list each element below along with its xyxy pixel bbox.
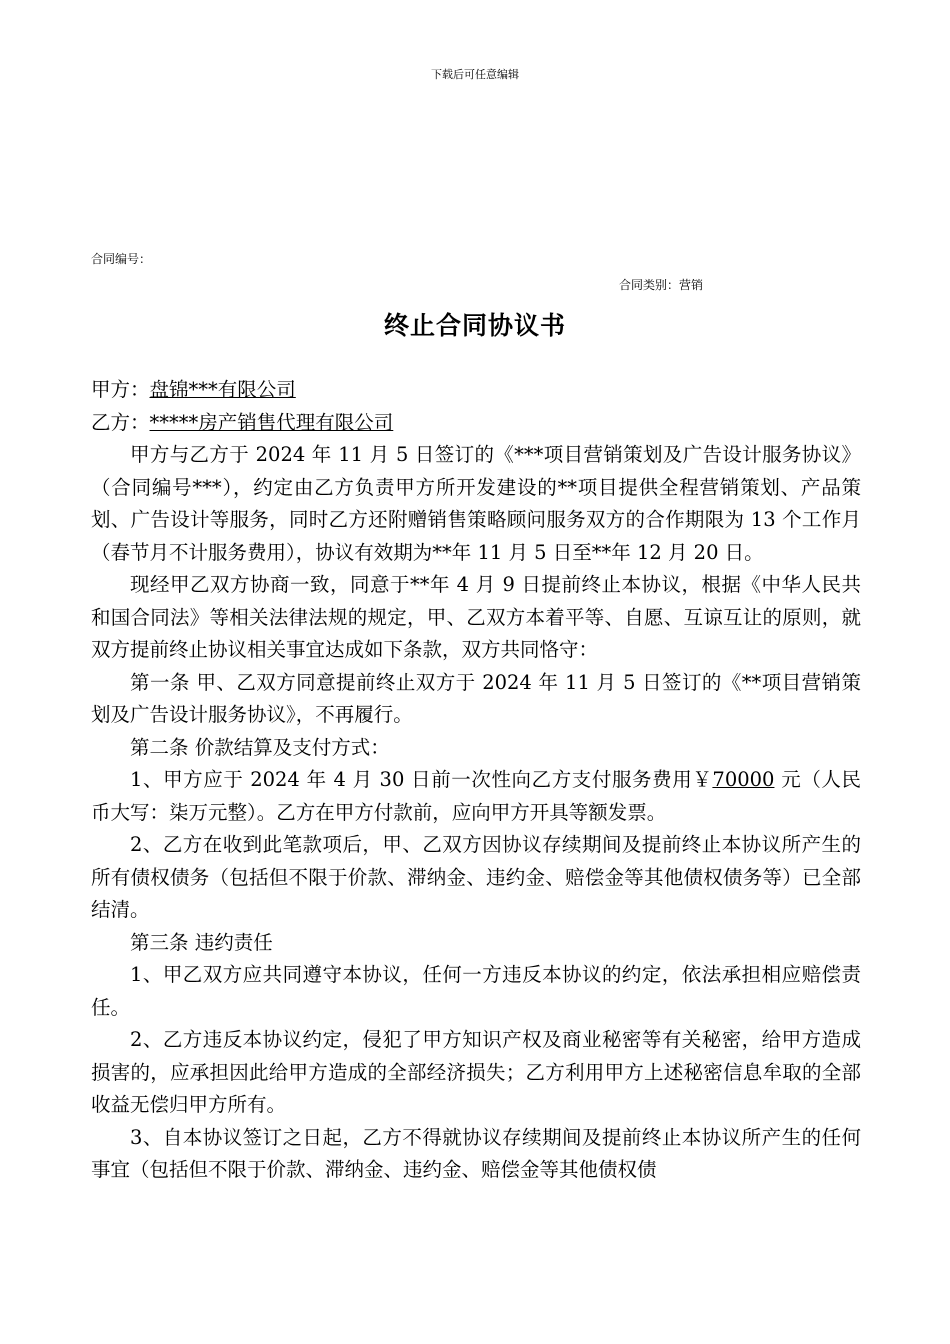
article-three-clause-3: 3、自本协议签订之日起，乙方不得就协议存续期间及提前终止本协议所产生的任何事宜（包括但不限于价款、滞纳金、违约金、赔偿金等其他债权债 — [91, 1125, 861, 1181]
paragraph-background: 甲方与乙方于 2024 年 11 月 5 日签订的《***项目营销策划及广告设计服务协议》（合同编号***），约定由乙方负责甲方所开发建设的**项目提供全程营销策划、产品策划、广告设计等服务，同时乙方还附赠销售策略顾问服务双方的合作期限为 13 个工作月（春节月不计服务费用），协议有效期为**年 11 月 5 日至**年 12 月 20 日。 — [91, 443, 861, 564]
contract-number-label: 合同编号： — [91, 252, 152, 266]
article-two-clause-1 — [91, 764, 861, 829]
party-b-label: 乙方： — [91, 410, 150, 434]
payment-text-after: 元（人民币大写：柒万元整）。乙方在甲方付款前，应向甲方开具等额发票。 — [91, 768, 861, 824]
party-b-name: *****房产销售代理有限公司 — [149, 410, 394, 434]
contract-type: 合同类别：营销 — [619, 278, 704, 292]
article-two-heading: 第二条 价款结算及支付方式： — [130, 735, 390, 759]
party-a — [91, 374, 861, 407]
article-two-clause-2: 2、乙方在收到此笔款项后，甲、乙双方因协议存续期间及提前终止本协议所产生的所有债权债务（包括但不限于价款、滞纳金、违约金、赔偿金等其他债权债务等）已全部结清。 — [91, 833, 861, 921]
header-note: 下载后可任意编辑 — [431, 68, 519, 81]
party-b — [91, 407, 861, 440]
paragraph-termination-intent: 现经甲乙双方协商一致，同意于**年 4 月 9 日提前终止本协议，根据《中华人民共和国合同法》等相关法律法规的规定，甲、乙双方本着平等、自愿、互谅互让的原则，就双方提前终止协议相关事宜达成如下条款，双方共同恪守： — [91, 573, 861, 661]
party-a-name: 盘锦***有限公司 — [149, 378, 296, 401]
payment-amount: 70000 — [712, 768, 775, 791]
article-one: 第一条 甲、乙双方同意提前终止双方于 2024 年 11 月 5 日签订的《**项目营销策划及广告设计服务协议》，不再履行。 — [91, 670, 861, 726]
document-body — [91, 374, 861, 1187]
payment-text-before: 1、甲方应于 2024 年 4 月 30 日前一次性向乙方支付服务费用￥ — [130, 768, 713, 791]
article-three-clause-1: 1、甲乙双方应共同遵守本协议，任何一方违反本协议的约定，依法承担相应赔偿责任。 — [91, 963, 861, 1019]
article-three-heading: 第三条 违约责任 — [130, 930, 273, 954]
party-a-label: 甲方： — [91, 378, 150, 401]
document-title: 终止合同协议书 — [383, 311, 566, 340]
article-three-clause-2: 2、乙方违反本协议约定，侵犯了甲方知识产权及商业秘密等有关秘密，给甲方造成损害的，应承担因此给甲方造成的全部经济损失；乙方利用甲方上述秘密信息牟取的全部收益无偿归甲方所有。 — [91, 1028, 861, 1116]
